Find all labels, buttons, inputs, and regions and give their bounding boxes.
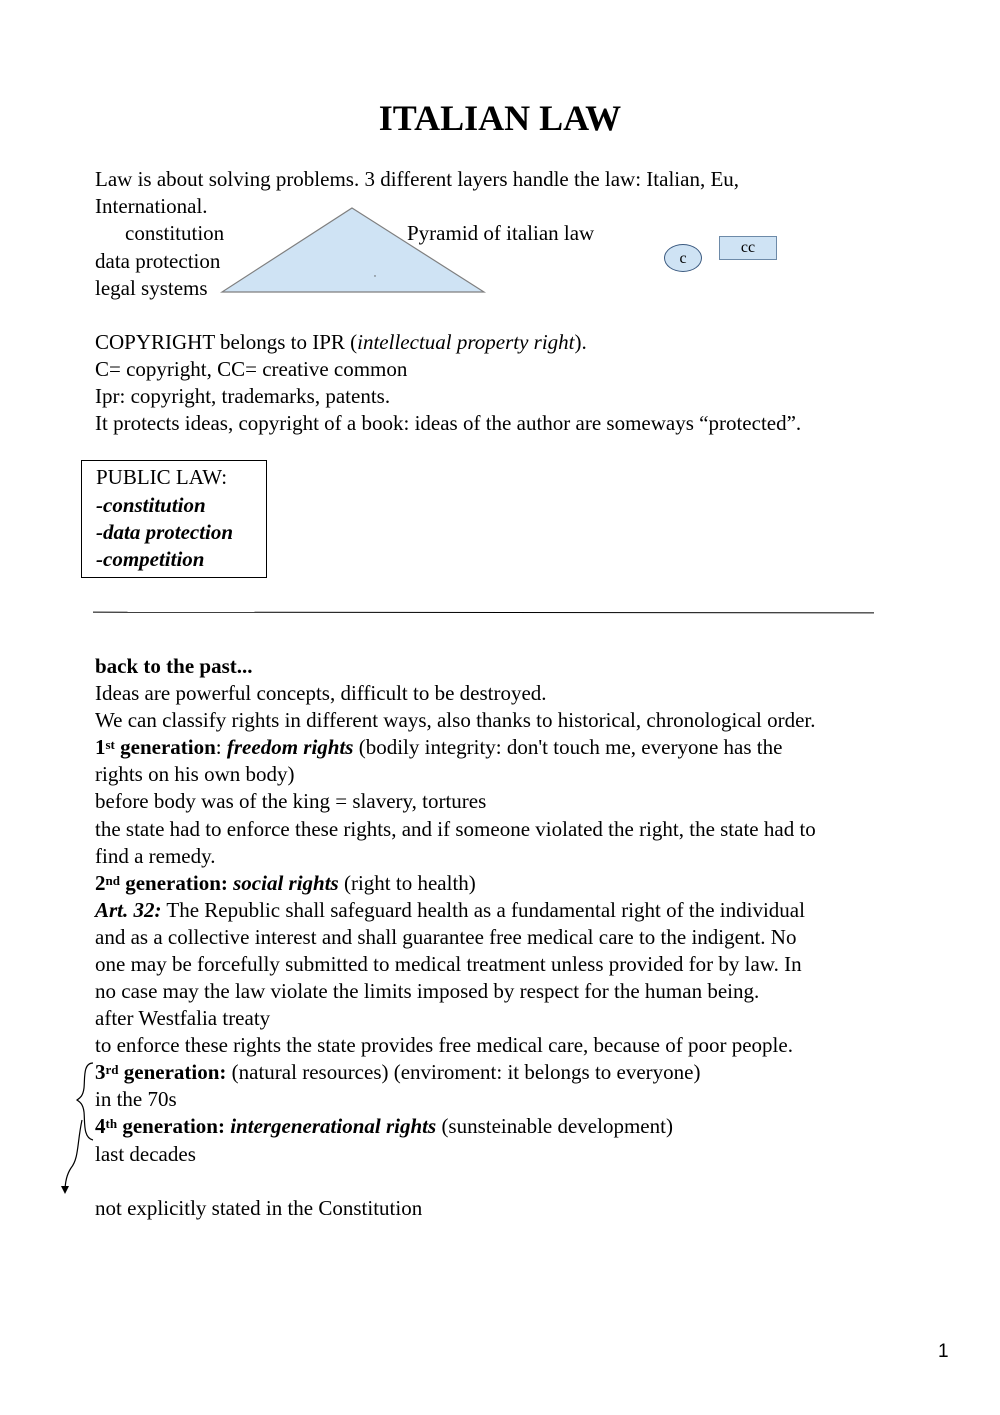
copyright-line-1: COPYRIGHT belongs to IPR (intellectual property right). [95,330,587,354]
public-law-item: -constitution [96,493,206,517]
westfalia-line: after Westfalia treaty [95,1006,271,1030]
public-law-item: -competition [96,547,205,571]
copyright-circle-shape [664,244,702,272]
pyramid-level-data-protection: data protection [95,249,221,273]
gen1-line-cont: rights on his own body) [95,762,295,786]
gen1-term: freedom rights [226,735,354,759]
copyright-line-4: It protects ideas, copyright of a book: ideas of the author are someways “protected”. [95,411,802,435]
past-heading: back to the past... [95,654,253,678]
circle-label: c [679,250,687,267]
gen4-term: intergenerational rights [230,1114,437,1138]
pyramid-level-constitution: constitution [125,221,225,245]
intro-line-2: International. [95,194,208,218]
constitution-note-line: not explicitly stated in the Constitution [95,1196,423,1220]
king-line: before body was of the king = slavery, tortures [95,789,487,813]
creative-common-rect-shape [719,236,777,260]
state-line-2: find a remedy. [95,844,216,868]
public-law-heading: PUBLIC LAW: [96,465,228,489]
copyright-line-2: C= copyright, CC= creative common [95,357,408,381]
copyright-line-3: Ipr: copyright, trademarks, patents. [95,384,391,408]
gen2-term: social rights [233,871,339,895]
pyramid-level-legal-systems: legal systems [95,276,208,300]
pyramid-label: Pyramid of italian law [407,221,595,245]
public-law-box [81,460,267,578]
art32-line-1: Art. 32: The Republic shall safeguard health as a fundamental right of the individual [95,898,805,922]
public-law-item: -data protection [96,520,234,544]
gen2-line: 2nd generation: social rights (right to health) [95,871,476,895]
art32-line-4: no case may the law violate the limits imposed by respect for the human being. [95,979,760,1003]
art32-line-2: and as a collective interest and shall guarantee free medical care to the indigent. No [95,925,797,949]
page-number: 1 [938,1341,949,1362]
seventies-line: in the 70s [95,1087,177,1111]
curly-brace-arrow-icon [55,1058,100,1198]
intro-line-1: Law is about solving problems. 3 different layers handle the law: Italian, Eu, [95,167,740,191]
past-line-2: We can classify rights in different ways, also thanks to historical, chronological order. [95,708,816,732]
art32-line-3: one may be forcefully submitted to medical treatment unless provided for by law. In [95,952,802,976]
rect-label: cc [740,239,756,256]
decades-line: last decades [95,1142,196,1166]
section-divider [93,612,874,614]
pyramid-triangle [220,205,490,297]
art32-label: Art. 32: [95,898,162,922]
gen4-line: 4th generation: intergenerational rights (sunsteinable development) [95,1114,673,1138]
gen3-line: 3rd generation: (natural resources) (enviroment: it belongs to everyone) [95,1060,701,1084]
ipr-term: intellectual property right [357,330,575,354]
gen1-line: 1st generation: freedom rights (bodily integrity: don't touch me, everyone has the [95,735,783,759]
past-line-1: Ideas are powerful concepts, difficult to be destroyed. [95,681,547,705]
enforce-line: to enforce these rights the state provides free medical care, because of poor people. [95,1033,793,1057]
state-line-1: the state had to enforce these rights, and if someone violated the right, the state had to [95,817,816,841]
page-title: ITALIAN LAW [378,98,622,138]
